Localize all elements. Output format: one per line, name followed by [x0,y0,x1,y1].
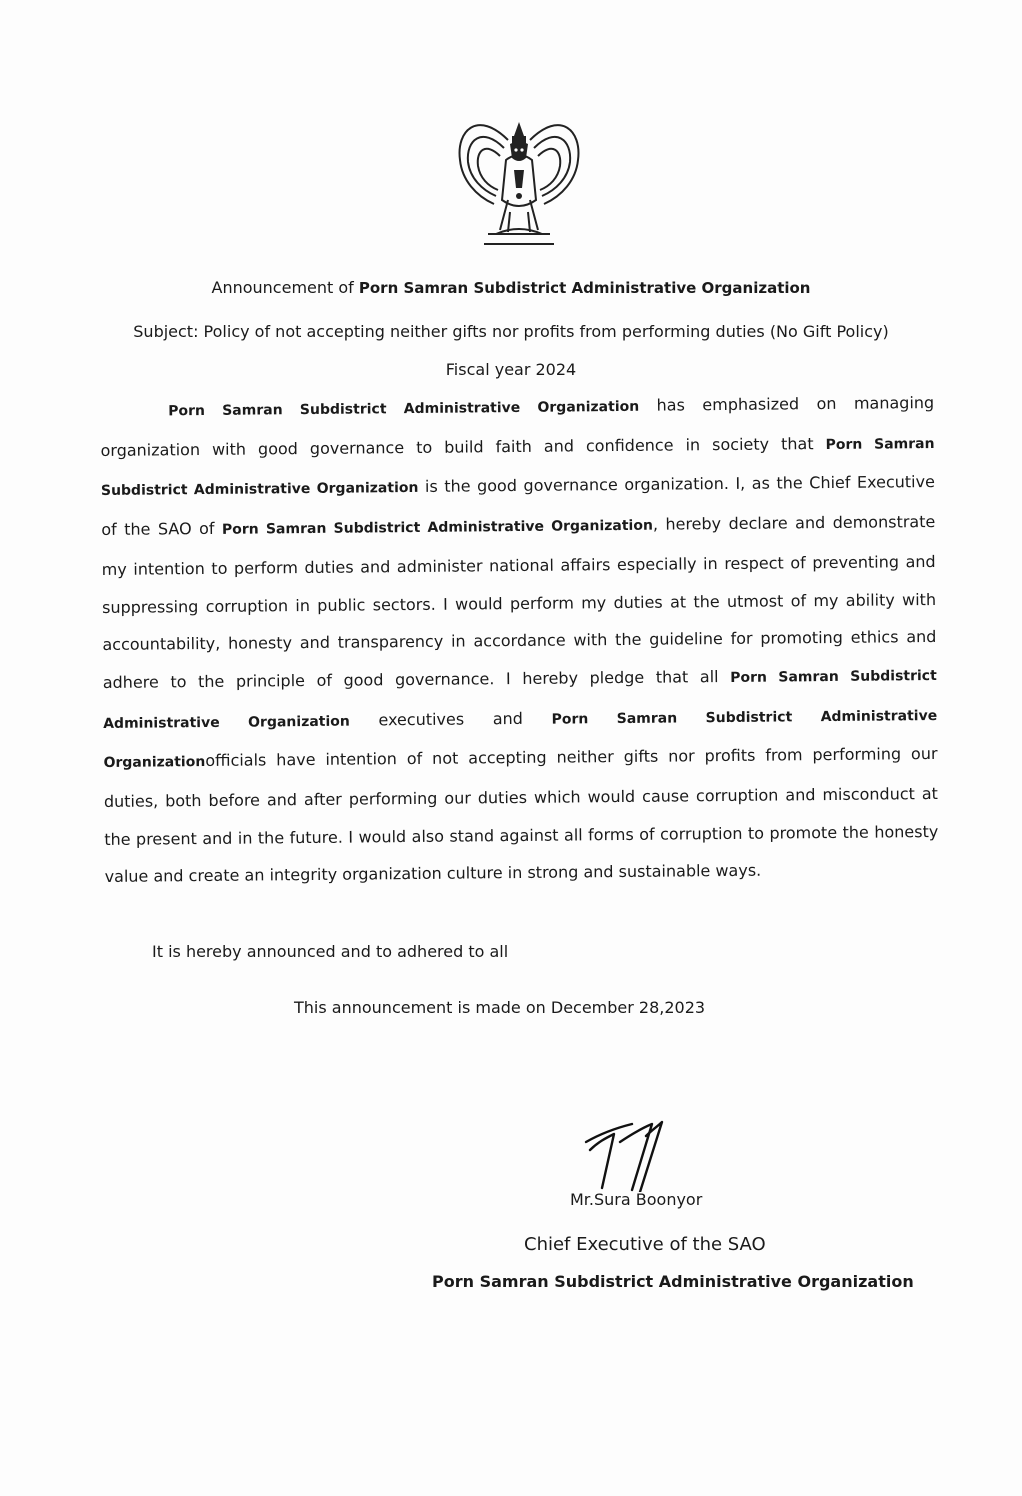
announcement-date: This announcement is made on December 28,2023 [294,998,706,1017]
subject-line: Subject: Policy of not accepting neither gifts nor profits from performing duties (No Gift Policy) [133,322,889,341]
garuda-emblem-icon [448,100,590,260]
org-name-bold: Porn Samran Subdistrict Administrative Organization [221,517,653,538]
body-text-segment: has emphasized on managing organization with good governance to build faith and confidence in society that [100,392,935,460]
org-name-bold: Porn Samran Subdistrict Administrative Organization [168,398,640,420]
body-text-segment: is the good governance organization. I, as the Chief Executive of the SAO of [101,472,935,540]
org-name-bold: Porn Samran Subdistrict Administrative Organization [103,667,937,732]
announcement-body [100,384,939,896]
announcement-heading [0,278,1022,297]
signatory-title: Chief Executive of the SAO [524,1234,766,1255]
body-text-segment: officials have intention of not accepting neither gifts nor profits from performing our duties, both before and after performing our duties which would cause corruption and misconduct at the present and in the future. I would also stand against all forms of corruption to promote the honesty value and create an integrity organization culture in strong and sustainable ways. [103,744,939,887]
org-name-bold: Porn Samran Subdistrict Administrative Organization [103,707,938,772]
org-name-bold: Porn Samran Subdistrict Administrative Organization [100,435,935,500]
fiscal-year: Fiscal year 2024 [445,360,577,379]
heading-prefix: Announcement of [211,278,359,297]
body-text-segment: , hereby declare and demonstrate my intention to perform duties and administer national affairs especially in respect of preventing and suppressing corruption in public sectors. I would perform my duties at the utmost of my ability with accountability, honesty and transparency in accordance with the guideline for promoting ethics and adhere to the principle of good governance. I hereby pledge that all [101,512,937,692]
closing-statement: It is hereby announced and to adhered to all [152,942,509,961]
heading-org-name: Porn Samran Subdistrict Administrative Organization [358,279,811,297]
signatory-name: Mr.Sura Boonyor [570,1190,703,1209]
handwritten-signature [580,1112,680,1192]
body-text-segment: executives and [349,708,552,730]
signatory-organization: Porn Samran Subdistrict Administrative Organization [432,1272,914,1291]
